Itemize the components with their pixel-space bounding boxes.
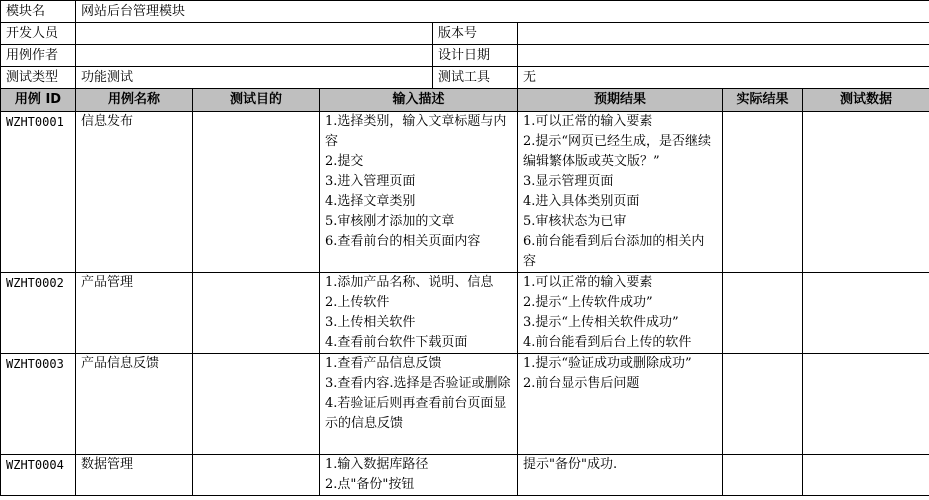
header-row-author [1, 45, 929, 67]
case-expected [518, 455, 723, 496]
case-actual [723, 354, 803, 455]
case-expected [518, 273, 723, 354]
case-id: WZHT0002 [1, 273, 76, 354]
test-tool-label: 测试工具 [433, 67, 518, 89]
col-header-id: 用例 ID [1, 89, 76, 112]
col-header-data: 测试数据 [803, 89, 929, 112]
input-step: 1.添加产品名称、说明、信息 [325, 275, 494, 290]
input-step: 4.选择文章类别 [325, 194, 416, 209]
table-row [1, 455, 929, 496]
case-input [320, 273, 518, 354]
test-type-value: 功能测试 [76, 67, 433, 89]
expected-step: 3.显示管理页面 [523, 174, 614, 189]
case-name: 信息发布 [76, 112, 193, 273]
case-expected [518, 354, 723, 455]
module-label: 模块名 [1, 1, 76, 23]
input-step: 1.输入数据库路径 [325, 457, 429, 472]
case-data [803, 455, 929, 496]
expected-step: 1.可以正常的输入要素 [523, 114, 653, 129]
header-row-developer [1, 23, 929, 45]
header-row-module [1, 1, 929, 23]
case-purpose [193, 455, 320, 496]
case-input [320, 354, 518, 455]
case-actual [723, 455, 803, 496]
module-value: 网站后台管理模块 [76, 1, 929, 23]
case-purpose [193, 273, 320, 354]
col-header-name: 用例名称 [76, 89, 193, 112]
input-step: 1.查看产品信息反馈 [325, 356, 442, 371]
expected-step: 2.提示“上传软件成功” [523, 295, 653, 310]
case-purpose [193, 112, 320, 273]
case-id: WZHT0001 [1, 112, 76, 273]
case-id: WZHT0004 [1, 455, 76, 496]
author-label: 用例作者 [1, 45, 76, 67]
case-name: 产品管理 [76, 273, 193, 354]
col-header-expected: 预期结果 [518, 89, 723, 112]
developer-value [76, 23, 433, 45]
case-input [320, 455, 518, 496]
author-value [76, 45, 433, 67]
table-row [1, 112, 929, 273]
col-header-actual: 实际结果 [723, 89, 803, 112]
case-id: WZHT0003 [1, 354, 76, 455]
input-step: 2.点"备份"按钮 [325, 477, 415, 492]
case-name: 产品信息反馈 [76, 354, 193, 455]
input-step: 2.提交 [325, 154, 364, 169]
table-row [1, 273, 929, 354]
header-row-test-type [1, 67, 929, 89]
case-name: 数据管理 [76, 455, 193, 496]
input-step: 6.查看前台的相关页面内容 [325, 234, 481, 249]
version-label: 版本号 [433, 23, 518, 45]
expected-step: 5.审核状态为已审 [523, 214, 627, 229]
design-date-value [518, 45, 929, 67]
expected-step: 1.可以正常的输入要素 [523, 275, 653, 290]
input-step: 4.若验证后则再查看前台页面显示的信息反馈 [325, 396, 507, 431]
expected-step: 1.提示“验证成功或删除成功” [523, 356, 692, 371]
case-data [803, 273, 929, 354]
developer-label: 开发人员 [1, 23, 76, 45]
expected-step: 2.提示“网页已经生成，是否继续编辑繁体版或英文版？” [523, 134, 712, 169]
test-tool-value: 无 [518, 67, 929, 89]
case-actual [723, 112, 803, 273]
case-input [320, 112, 518, 273]
expected-step: 4.进入具体类别页面 [523, 194, 640, 209]
col-header-purpose: 测试目的 [193, 89, 320, 112]
input-step: 5.审核刚才添加的文章 [325, 214, 455, 229]
case-purpose [193, 354, 320, 455]
input-step: 2.上传软件 [325, 295, 390, 310]
test-type-label: 测试类型 [1, 67, 76, 89]
case-data [803, 354, 929, 455]
expected-step: 3.提示“上传相关软件成功” [523, 315, 679, 330]
table-row [1, 354, 929, 455]
expected-step: 提示"备份"成功. [523, 457, 618, 472]
version-value [518, 23, 929, 45]
case-actual [723, 273, 803, 354]
input-step: 3.上传相关软件 [325, 315, 416, 330]
input-step: 3.进入管理页面 [325, 174, 416, 189]
input-step: 1.选择类别，输入文章标题与内容 [325, 114, 507, 149]
design-date-label: 设计日期 [433, 45, 518, 67]
expected-step: 6.前台能看到后台添加的相关内容 [523, 234, 705, 269]
case-expected [518, 112, 723, 273]
expected-step: 4.前台能看到后台上传的软件 [523, 335, 692, 350]
input-step: 3.查看内容.选择是否验证或删除 [325, 376, 511, 391]
expected-step: 2.前台显示售后问题 [523, 376, 640, 391]
column-header-row [1, 89, 929, 112]
input-step: 4.查看前台软件下载页面 [325, 335, 468, 350]
case-data [803, 112, 929, 273]
col-header-input: 输入描述 [320, 89, 518, 112]
